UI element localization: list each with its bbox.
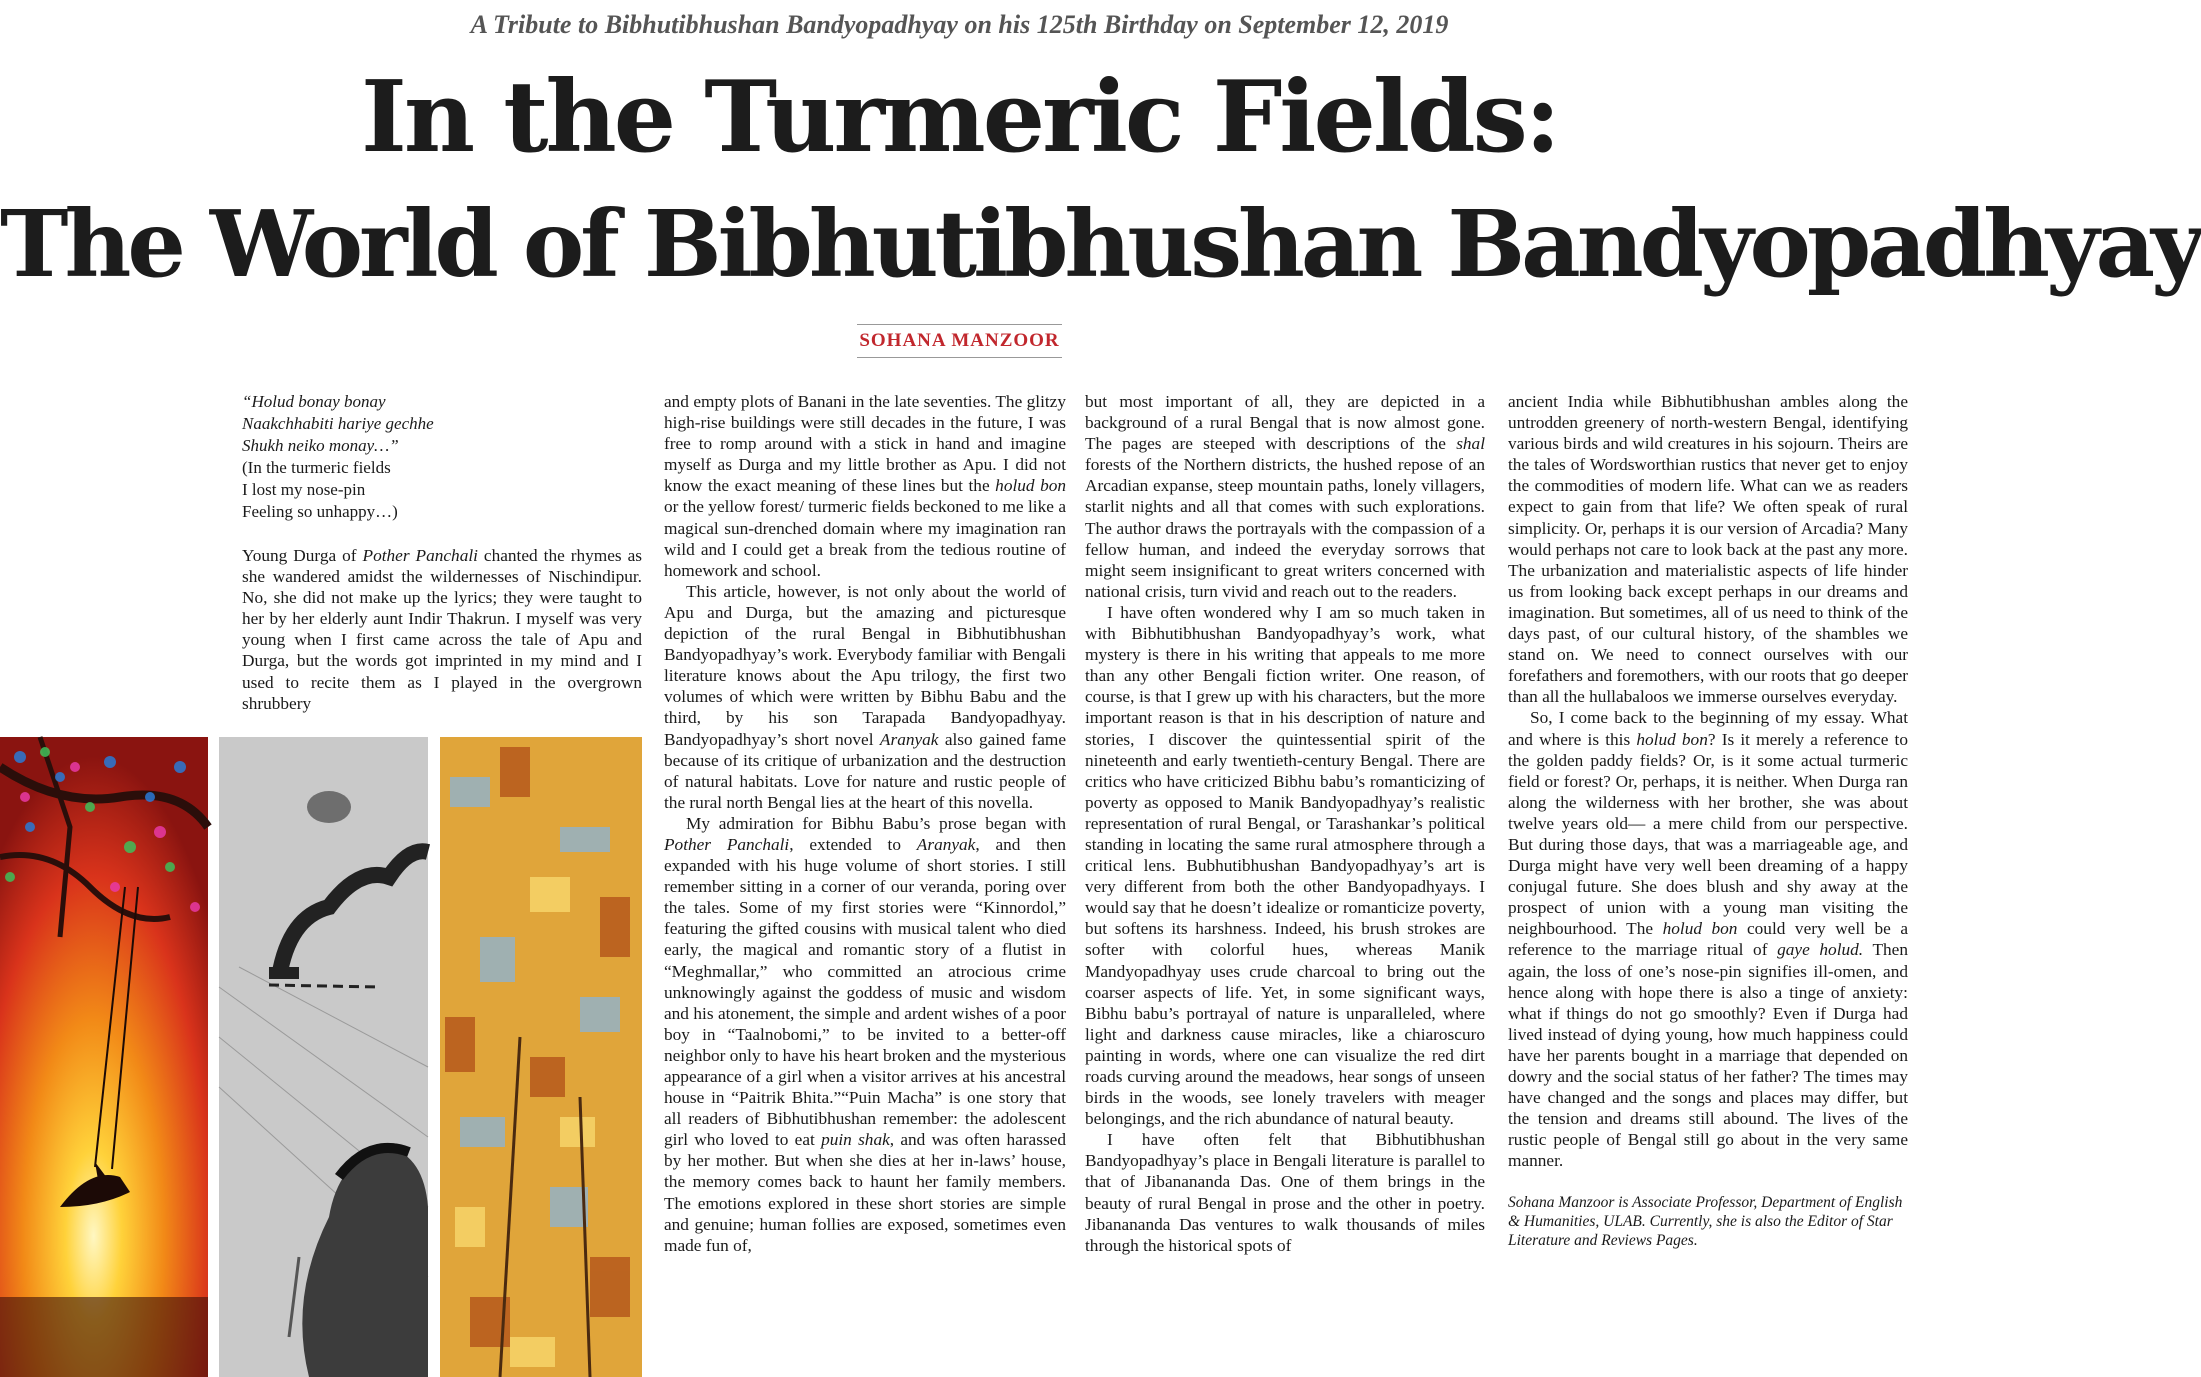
poem-translation-line: Feeling so unhappy…) — [242, 502, 398, 521]
paragraph: but most important of all, they are depicted in a background of a rural Bengal that is now almost gone. The pages are steeped with descriptions of the shal forests of the Northern districts, the hushed repose of an Arcadian expanse, steep mountain paths, lonely villagers, starlit nights and all that comes with such explorations. The author draws the portrayals with the compassion of a fellow human, and indeed the everyday sorrows that might seem insignificant to great writers concerned with national crisis, turn vivid and reach out to the readers. — [1085, 392, 1485, 601]
paragraph: So, I come back to the beginning of my essay. What and where is this holud bon? Is it merely a reference to the golden paddy fields? Or, is it some actual turmeric field or forest? Or, perhaps, it is neither. When Durga ran along the wilderness with her brother, she was about twelve years old— a mere child from our perspective. But during those days, that was a marriageable age, and Durga might have very well been dreaming of a happy conjugal future. She does blush and shy away at the prospect of union with a young man visiting the neighbourhood. The holud bon could very well be a reference to the marriage ritual of gaye holud. Then again, the loss of one’s nose-pin signifies ill-omen, and hence along with hope there is also a tinge of anxiety: what if things do not go smoothly? Even if Durga had lived instead of dying young, how much happiness could have her parents bought in a marriage that depended on dowry and the social status of her father? The times may have changed and the songs and places may differ, but the tension and dreams still abound. The lives of the rustic people of Bengal still go about in the very same manner. — [1508, 708, 1909, 1171]
poem-translation-line: (In the turmeric fields — [242, 458, 391, 477]
byline — [0, 324, 1919, 358]
epigraph-poem — [242, 391, 642, 523]
column-3 — [1085, 391, 1485, 1256]
poem-line: “Holud bonay bonay — [242, 392, 386, 411]
column-4 — [1508, 391, 1908, 1250]
paragraph: Young Durga of Pother Panchali chanted the rhymes as she wandered amidst the wildernesses of Nischindipur. No, she did not make up the lyrics; they were taught to her by her elderly aunt Indir Thakrun. I myself was very young when I first came across the tale of Apu and Durga, but the words got imprinted in my mind and I used to recite them as I played in the overgrown shrubbery — [242, 546, 642, 713]
painting-swing-sunset — [0, 737, 208, 1377]
headline-line-2: The World of Bibhutibhushan Bandyopadhyay — [0, 190, 2201, 298]
painting-autumn-leaves — [440, 737, 642, 1377]
paragraph: My admiration for Bibhu Babu’s prose began with Pother Panchali, extended to Aranyak, and then expanded with his huge volume of short stories. I still remember sitting in a corner of our veranda, poring over the tales. Some of my first stories were “Kinnordol,” featuring the gifted cousins with musical talent who died early, the magical and romantic story of a flutist in “Meghmallar,” who committed an atrocious crime unknowingly against the goddess of music and wisdom and his atonement, the simple and ardent wishes of a poor boy in “Taalnobomi,” to be invited to a better-off neighbor only to have his heart broken and the mysterious appearance of a girl when a visitor arrives at his ancestral house in “Paitrik Bhita.”“Puin Macha” is one story that all readers of Bibhutibhushan remember: the adolescent girl who loved to eat puin shak, and was often harassed by her mother. But when she dies at her in-laws’ house, the memory comes back to haunt her family members. The emotions explored in these short stories are simple and genuine; human follies are exposed, sometimes even made fun of, — [664, 813, 1066, 1255]
paragraph: and empty plots of Banani in the late seventies. The glitzy high-rise buildings were still decades in the future, I was free to romp around with a stick in hand and imagine myself as Durga and my little brother as Apu. I did not know the exact meaning of these lines but the holud bon or the yellow forest/ turmeric fields beckoned to me like a magical sun-drenched domain where my imagination ran wild and I could get a break from the tedious routine of homework and school. — [664, 392, 1067, 580]
author-name: SOHANA MANZOOR — [857, 324, 1061, 358]
column-2 — [664, 391, 1066, 1256]
sketch-boy-train — [219, 737, 428, 1377]
poem-translation-line: I lost my nose-pin — [242, 480, 366, 499]
column-1 — [242, 391, 642, 714]
paragraph: I have often felt that Bibhutibhushan Bandyopadhyay’s place in Bengali literature is parallel to that of Jibanananda Das. One of them brings in the beauty of rural Bengal in prose and the other in poetry. Jibanananda Das ventures to walk thousands of miles through the historical spots of — [1085, 1130, 1485, 1255]
paragraph: This article, however, is not only about the world of Apu and Durga, but the amazing and picturesque depiction of the rural Bengal in Bibhutibhushan Bandyopadhyay’s work. Everybody familiar with Bengali literature knows about the Apu trilogy, the first two volumes of which were written by Bibhu Babu and the third, by his son Tarapada Bandyopadhyay. Bandyopadhyay’s short novel Aranyak also gained fame because of its critique of urbanization and the destruction of natural habitats. Love for nature and rustic people of the rural north Bengal lies at the heart of this novella. — [664, 581, 1067, 812]
poem-line: Shukh neiko monay…” — [242, 436, 399, 455]
paragraph: I have often wondered why I am so much taken in with Bibhutibhushan Bandyopadhyay’s work, what mystery is there in his writing that appeals to me more than any other Bengali fiction writer. One reason, of course, is that I grew up with his characters, but the more important reason is that in his description of nature and stories, I discover the quintessential spirit of the nineteenth and early twentieth-century Bengal. There are critics who have criticized Bibhu babu’s romanticizing of poverty as opposed to Manik Bandyopadhyay’s realistic representation of rural Bengal, or Tarashankar’s political standing in locating the same rural atmosphere through a critical lens. Bubhutibhushan Bandyopadhyay’s art is very different from both the other Bandyopadhyays. I would say that he doesn’t idealize or romanticize poverty, but softens its harshness. Indeed, his brush strokes are softer with colorful hues, whereas Manik Mandyopadhyay uses crude charcoal to bring out the coarser aspects of life. Yet, in some significant ways, Bibhu babu’s portrayal of nature is unparalleled, where light and darkness cause miracles, like a chiaroscuro painting in words, where one can visualize the red dirt roads curving around the meadows, hear songs of unseen birds in the woods, see lonely travelers with meager belongings, and the rich abundance of natural beauty. — [1085, 602, 1485, 1129]
poem-line: Naakchhabiti hariye gechhe — [242, 414, 434, 433]
tribute-line: A Tribute to Bibhutibhushan Bandyopadhyay on his 125th Birthday on September 12, 2019 — [470, 10, 1449, 39]
author-bio: Sohana Manzoor is Associate Professor, Department of English & Humanities, ULAB. Currently, she is also the Editor of Star Literature and Reviews Pages. — [1508, 1194, 1903, 1250]
headline-line-1: In the Turmeric Fields: — [361, 60, 1558, 175]
paragraph: ancient India while Bibhutibhushan ambles along the untrodden greenery of north-western Bengal, identifying various birds and wild creatures in his sojourn. Theirs are the tales of Wordsworthian rustics that never get to enjoy the commodities of modern life. What can we as readers expect to gain from that life? We often speak of rural simplicity. Or, perhaps it is our version of Arcadia? Many would perhaps not care to look back at the past any more. The urbanization and materialistic aspects of life hinder us from looking back except perhaps in our dreams and imagination. But sometimes, all of us need to think of the days past, of our cultural history, of the shambles we stand on. We need to connect ourselves with our forefathers and foremothers, with our roots that go deeper than all the hullabaloos we immerse ourselves everyday. — [1508, 392, 1908, 707]
